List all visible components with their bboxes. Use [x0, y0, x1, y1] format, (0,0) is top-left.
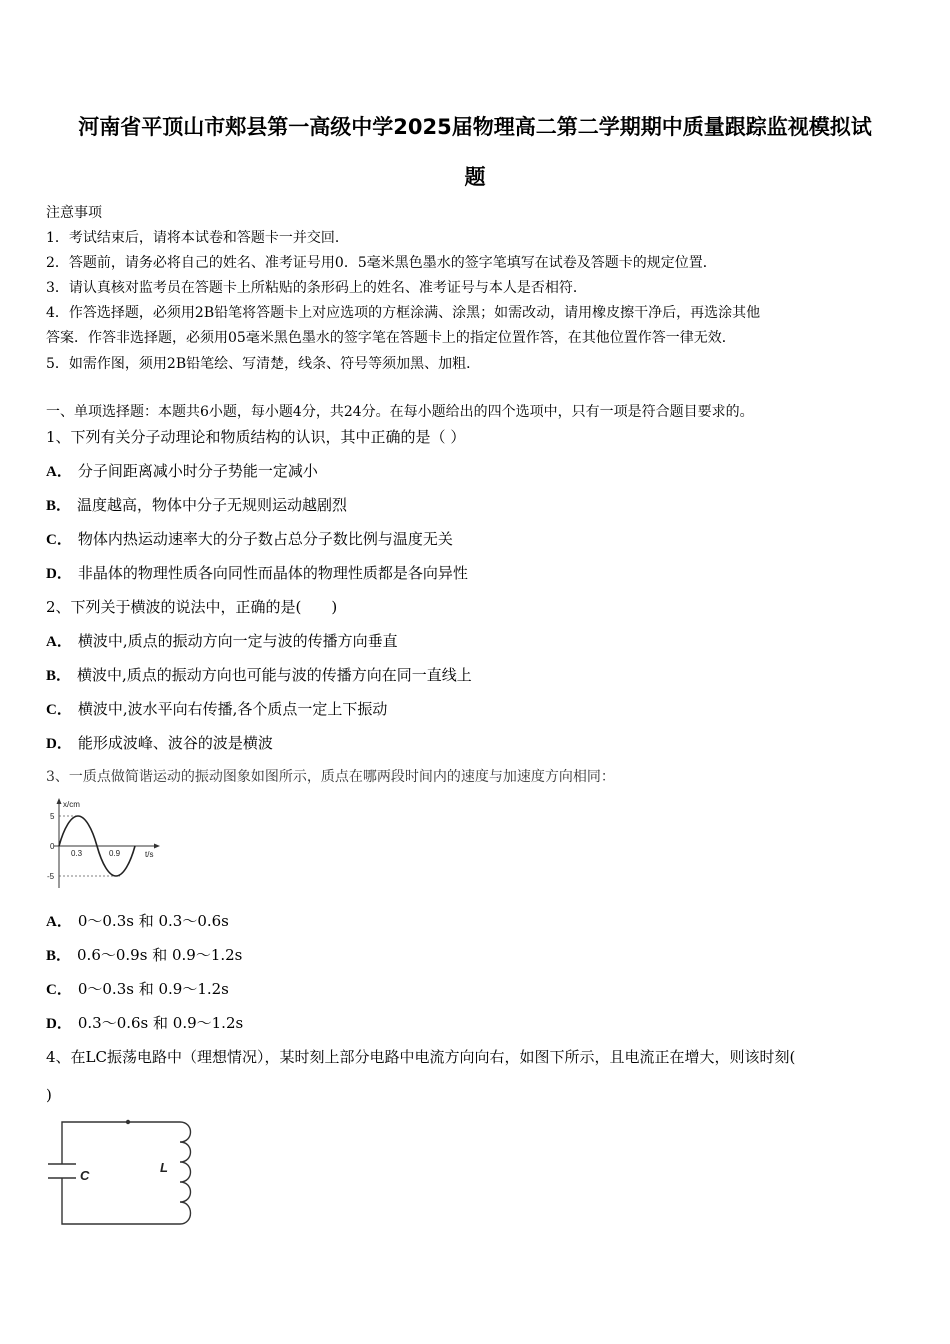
option-label: B．	[46, 948, 72, 964]
option-text: 0.3～0.6s 和 0.9～1.2s	[77, 1014, 244, 1032]
question-1-option-b	[46, 494, 347, 515]
y-tick-label: 5	[50, 812, 55, 821]
title-line-2: 题	[464, 165, 486, 189]
question-1-option-c	[46, 528, 453, 549]
capacitor-label: C	[80, 1168, 90, 1183]
option-label: C．	[46, 982, 72, 998]
notice-item: 5．如需作图，须用2B铅笔绘、写清楚，线条、符号等须加黑、加粗．	[46, 356, 481, 372]
section-heading: 一、单项选择题：本题共6小题，每小题4分，共24分。在每小题给出的四个选项中，只有一项是符合题目要求的。	[46, 404, 754, 420]
question-1-option-d	[46, 562, 468, 583]
option-label: D．	[46, 736, 72, 752]
vibration-graph	[44, 796, 164, 892]
option-text: 0～0.3s 和 0.9～1.2s	[77, 980, 229, 998]
question-4-stem: 4、在LC振荡电路中（理想情况），某时刻上部分电路中电流方向向右，如图下所示，且电流正在增大，则该时刻(	[46, 1048, 796, 1066]
notice-heading: 注意事项	[46, 205, 102, 221]
inductor-coil	[180, 1122, 191, 1224]
lc-circuit-diagram	[40, 1112, 210, 1234]
option-label: B．	[46, 498, 72, 514]
x-axis-label: t/s	[145, 850, 154, 859]
option-text: 横波中,质点的振动方向一定与波的传播方向垂直	[77, 632, 398, 650]
option-label: A．	[46, 914, 72, 930]
question-2-option-b	[46, 664, 472, 685]
option-text: 能形成波峰、波谷的波是横波	[77, 734, 273, 752]
question-3-option-d	[46, 1012, 243, 1033]
question-2-option-d	[46, 732, 273, 753]
option-text: 分子间距离减小时分子势能一定减小	[77, 462, 318, 480]
notice-item: 1．考试结束后，请将本试卷和答题卡一并交回．	[46, 230, 349, 246]
y-tick-label: -5	[47, 872, 55, 881]
question-3-option-a	[46, 910, 229, 931]
option-text: 横波中,质点的振动方向也可能与波的传播方向在同一直线上	[77, 666, 472, 684]
question-2-stem: 2、下列关于横波的说法中，正确的是( )	[46, 598, 338, 616]
option-text: 0.6～0.9s 和 0.9～1.2s	[77, 946, 243, 964]
title-line-1: 河南省平顶山市郏县第一高级中学2025届物理高二第二学期期中质量跟踪监视模拟试	[78, 115, 872, 139]
page-title	[40, 102, 910, 202]
circuit-wire	[62, 1178, 180, 1224]
notice-item: 2．答题前，请务必将自己的姓名、准考证号用0．5毫米黑色墨水的签字笔填写在试卷及答题卡的规定位置．	[46, 255, 717, 271]
question-3-option-c	[46, 978, 229, 999]
question-1-stem: 1、下列有关分子动理论和物质结构的认识，其中正确的是（ ）	[46, 428, 466, 446]
question-4-stem-end: )	[46, 1086, 52, 1104]
option-label: C．	[46, 532, 72, 548]
question-1-option-a	[46, 460, 318, 481]
question-2-option-c	[46, 698, 387, 719]
inductor-label: L	[160, 1160, 168, 1175]
x-axis-arrow	[154, 844, 160, 849]
option-label: D．	[46, 1016, 72, 1032]
option-text: 温度越高，物体中分子无规则运动越剧烈	[77, 496, 348, 514]
notice-item: 4．作答选择题，必须用2B铅笔将答题卡上对应选项的方框涂满、涂黑；如需改动，请用橡皮擦干净后，再选涂其他	[46, 305, 761, 321]
junction-dot	[126, 1120, 130, 1124]
option-label: A．	[46, 634, 72, 650]
x-tick-label: 0.3	[71, 849, 83, 858]
option-label: C．	[46, 702, 72, 718]
notice-item: 3．请认真核对监考员在答题卡上所粘贴的条形码上的姓名、准考证号与本人是否相符．	[46, 280, 587, 296]
option-text: 物体内热运动速率大的分子数占总分子数比例与温度无关	[77, 530, 453, 548]
x-tick-label: 0.9	[109, 849, 121, 858]
question-3-stem: 3、一质点做简谐运动的振动图象如图所示，质点在哪两段时间内的速度与加速度方向相同：	[46, 769, 615, 785]
option-label: D．	[46, 566, 72, 582]
option-label: B．	[46, 668, 72, 684]
y-axis-label: x/cm	[63, 800, 80, 809]
notice-item: 答案．作答非选择题，必须用05毫米黑色墨水的签字笔在答题卡上的指定位置作答，在其他位置作答一律无效．	[46, 330, 736, 346]
option-text: 非晶体的物理性质各向同性而晶体的物理性质都是各向异性	[77, 564, 468, 582]
option-text: 0～0.3s 和 0.3～0.6s	[77, 912, 229, 930]
question-2-option-a	[46, 630, 398, 651]
y-axis-arrow	[57, 798, 62, 804]
option-text: 横波中,波水平向右传播,各个质点一定上下振动	[77, 700, 388, 718]
circuit-wire	[62, 1122, 180, 1164]
question-3-option-b	[46, 944, 242, 965]
option-label: A．	[46, 464, 72, 480]
y-tick-label: 0	[50, 842, 55, 851]
